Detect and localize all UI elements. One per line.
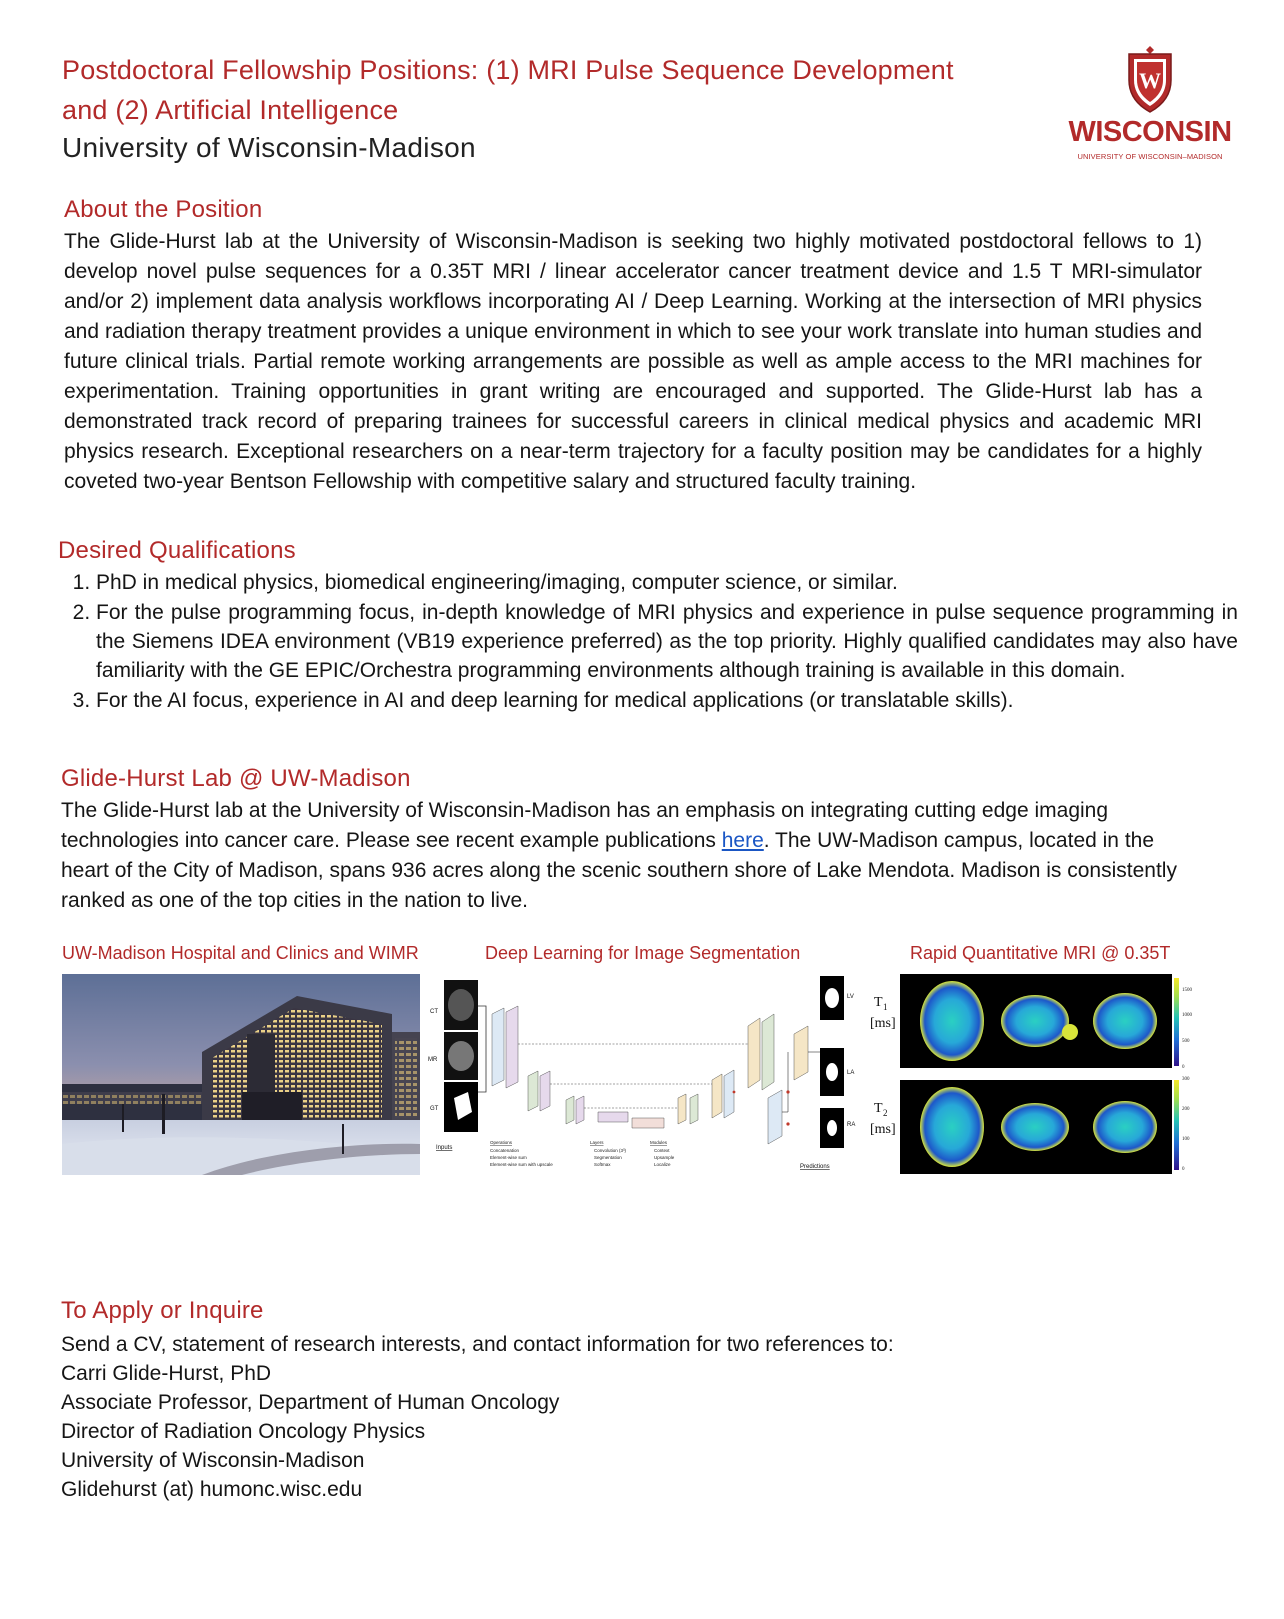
legend-module-context: Context [654,1148,670,1153]
predictions-label: Predictions [800,1164,830,1170]
qualification-item: 2. For the pulse programming focus, in-depth knowledge of MRI physics and experience in pulse sequence programming in the Siemens IDEA environment (VB19 experience preferred) as the top priority. Highly qualified candidates may also have familiarity with the GE EPIC/Orchestra programming environments although training is available in this domain. [96,598,1238,685]
qualifications-list [58,568,1238,716]
t2-subscript: 2 [883,1108,888,1118]
t2-tick: 300 [1182,1077,1190,1082]
t1-tick: 1000 [1182,1013,1192,1018]
legend-layers-title: Layers [590,1140,604,1145]
qualification-item: 3. For the AI focus, experience in AI and deep learning for medical applications (or translatable skills). [96,686,1238,715]
legend-op-concatenation: Concatenation [490,1148,520,1153]
quantitative-mri-figure [870,972,1210,1177]
la-label: LA [847,1070,855,1076]
inputs-label: Inputs [436,1145,453,1151]
t2-tick: 0 [1182,1167,1185,1172]
title-line-1: Postdoctoral Fellowship Positions: (1) MRI Pulse Sequence Development [62,55,954,85]
caption-quantitative-mri: Rapid Quantitative MRI @ 0.35T [910,943,1171,963]
lab-text-part2: . The UW-Madison campus, located in the heart of the City of Madison, spans 936 acres along the scenic southern shore of Lake Mendota. Madison is consistently ranked as one of the top cities in the nation to live. [61,829,1177,912]
about-heading: About the Position [64,196,263,223]
contact-block [61,1330,894,1504]
t1-symbol: T [874,995,883,1010]
t1-unit: [ms] [870,1016,896,1031]
legend-op-sum-upscale: Element-wise sum with upscale [490,1162,553,1167]
t1-tick: 1500 [1182,988,1192,993]
legend-module-localize: Localize [654,1162,671,1167]
apply-instructions: Send a CV, statement of research interests, and contact information for two references to: [61,1333,894,1356]
page-subtitle: University of Wisconsin-Madison [62,132,476,163]
t2-colorbar [1174,1080,1179,1170]
ra-label: RA [847,1122,856,1128]
mr-label: MR [428,1057,438,1063]
about-text: The Glide-Hurst lab at the University of Wisconsin-Madison is seeking two highly motivated postdoctoral fellows to 1) develop novel pulse sequences for a 0.35T MRI / linear accelerator cancer treatment device and 1.5 T MRI-simulator and/or 2) implement data analysis workflows incorporating AI / Deep Learning. Working at the intersection of MRI physics and radiation therapy treatment provides a unique environment in which to see your work translate into human studies and future clinical trials. Partial remote working arrangements are possible as well as ample access to the MRI machines for experimentation. Training opportunities in grant writing are encouraged and supported. The Glide-Hurst lab has a demonstrated track record of preparing trainees for successful careers in clinical medical physics and academic MRI physics research. Exceptional researchers on a near-term trajectory for a faculty position may be candidates for a highly coveted two-year Bentson Fellowship with competitive salary and structured faculty training. [64,230,1202,493]
t1-tick: 500 [1182,1039,1190,1044]
contact-institution: University of Wisconsin-Madison [61,1449,365,1472]
uw-logo [1060,40,1240,170]
uw-crest-icon [1123,44,1177,114]
contact-role: Director of Radiation Oncology Physics [61,1420,426,1443]
lab-heading: Glide-Hurst Lab @ UW-Madison [61,765,411,792]
t2-tick: 100 [1182,1137,1190,1142]
qualifications-heading: Desired Qualifications [58,537,296,564]
publications-link[interactable]: here [721,829,764,852]
legend-module-upsample: Upsample [654,1155,675,1160]
lv-label: LV [847,994,854,1000]
apply-heading: To Apply or Inquire [61,1297,264,1324]
qualification-item: 1. PhD in medical physics, biomedical engineering/imaging, computer science, or similar. [96,568,1238,597]
gt-label: GT [430,1106,439,1112]
ct-label: CT [430,1009,438,1015]
caption-hospital-photo: UW-Madison Hospital and Clinics and WIMR [62,943,419,963]
lab-text [61,796,1181,916]
caption-deep-learning: Deep Learning for Image Segmentation [485,943,801,963]
legend-op-sum: Element-wise sum [490,1155,527,1160]
page-title [62,50,1052,130]
contact-name: Carri Glide-Hurst, PhD [61,1362,272,1385]
deep-learning-diagram [428,972,868,1178]
title-line-2: and (2) Artificial Intelligence [62,95,399,125]
t1-subscript: 1 [883,1002,888,1012]
t2-tick: 200 [1182,1107,1190,1112]
t1-tick: 0 [1182,1065,1185,1070]
legend-operations-title: Operations [490,1140,513,1145]
lab-text-part1: The Glide-Hurst lab at the University of Wisconsin-Madison has an emphasis on integrating cutting edge imaging technologies into cancer care. Please see recent example publications [61,799,1109,852]
legend-layer-seg: Segmentation [594,1155,622,1160]
legend-layer-conv: Convolution (3³) [594,1148,627,1153]
contact-title: Associate Professor, Department of Human Oncology [61,1391,560,1414]
t2-symbol: T [874,1101,883,1116]
logo-wordmark: WISCONSIN [1068,116,1232,148]
svg-text:W: W [1139,68,1161,93]
t1-colorbar [1174,978,1179,1066]
legend-layer-softmax: Softmax [594,1162,611,1167]
hospital-photo [62,974,420,1175]
logo-subtext: UNIVERSITY OF WISCONSIN–MADISON [1077,152,1223,161]
legend-modules-title: Modules [650,1140,668,1145]
t2-unit: [ms] [870,1122,896,1137]
contact-email: Glidehurst (at) humonc.wisc.edu [61,1478,363,1501]
